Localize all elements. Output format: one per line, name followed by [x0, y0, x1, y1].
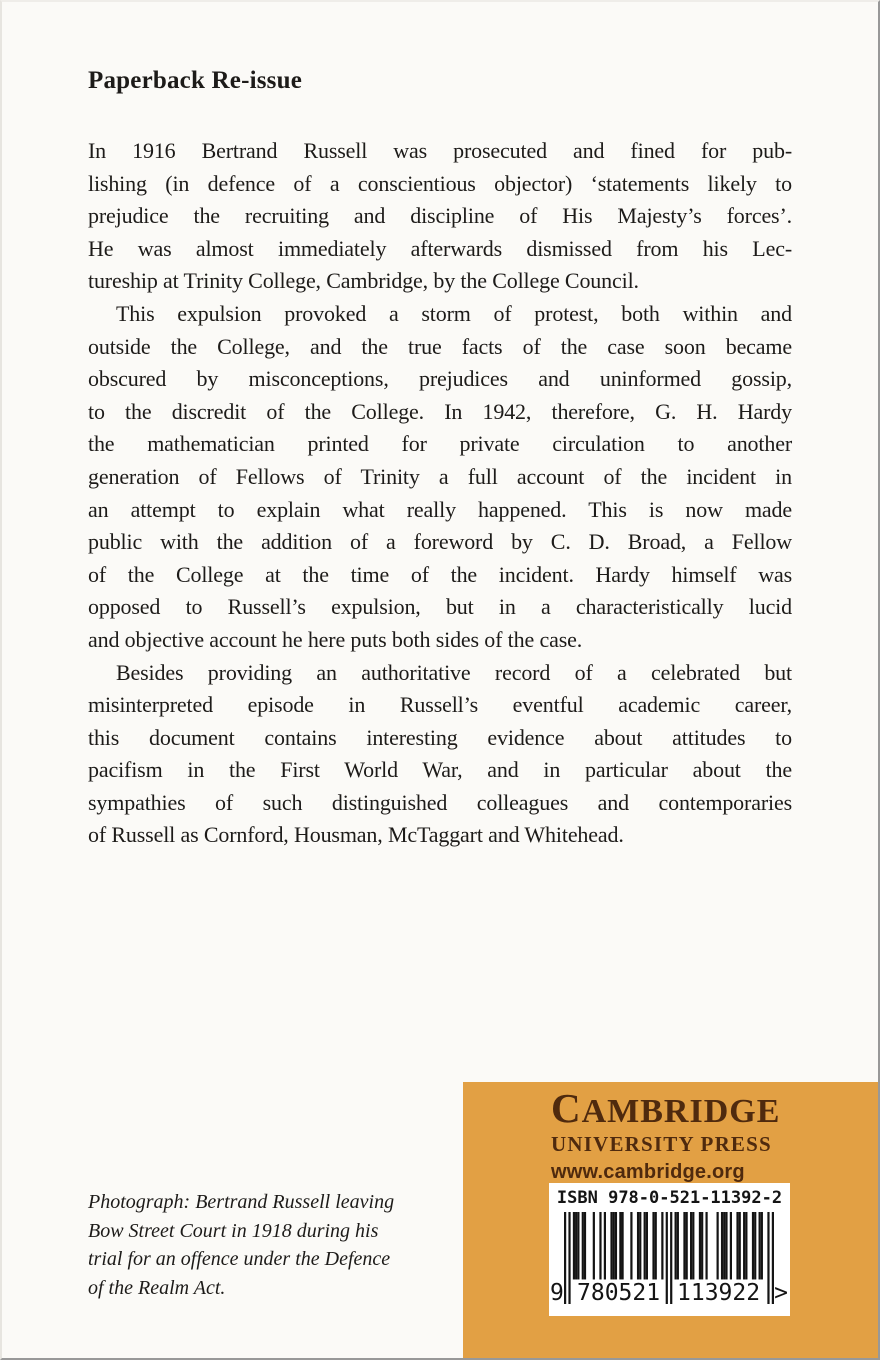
paragraph [88, 298, 792, 657]
isbn-label: ISBN 978-0-521-11392-2 [556, 1188, 783, 1208]
text-line: and objective account he here puts both sides of the case. [88, 626, 583, 652]
text-line: prejudice the recruiting and discipline of His Majesty’s forces’. [88, 203, 792, 229]
barcode-digit-group: 9 [550, 1280, 564, 1306]
text-line: In 1916 Bertrand Russell was prosecuted and fined for pub- [88, 138, 792, 163]
text-line: obscured by misconceptions, prejudices and uninformed gossip, [88, 366, 792, 392]
paragraph [88, 135, 792, 298]
publisher-website: www.cambridge.org [551, 1161, 745, 1183]
caption-line: of the Realm Act. [88, 1276, 226, 1299]
blurb-text [88, 135, 792, 852]
text-line: misinterpreted episode in Russell’s eventful academic career, [88, 692, 792, 718]
text-line: of Russell as Cornford, Housman, McTaggart and Whitehead. [88, 822, 624, 848]
barcode-digit-group: 780521 [577, 1280, 661, 1306]
text-line: the mathematician printed for private circulation to another [88, 431, 792, 457]
text-line: to the discredit of the College. In 1942, therefore, G. H. Hardy [88, 398, 792, 424]
text-line: pacifism in the First World War, and in particular about the [88, 757, 792, 783]
text-line: This expulsion provoked a storm of protest, both within and [116, 300, 792, 326]
caption-line: trial for an offence under the Defence [88, 1248, 391, 1270]
paragraph [88, 657, 792, 853]
page-title: Paperback Re-issue [88, 67, 303, 94]
publisher-name-line2: UNIVERSITY PRESS [551, 1132, 772, 1156]
caption-line: Photograph: Bertrand Russell leaving [88, 1191, 395, 1213]
text-line: of the College at the time of the incident. Hardy himself was [88, 561, 792, 587]
publisher-logo [551, 1085, 781, 1184]
text-line: this document contains interesting evidence about attitudes to [88, 724, 792, 750]
caption-line: Bow Street Court in 1918 during his [88, 1219, 379, 1242]
isbn-barcode [549, 1183, 790, 1316]
text-line: lishing (in defence of a conscientious objector) ‘statements likely to [88, 170, 792, 196]
text-line: outside the College, and the true facts of the case soon became [88, 333, 792, 359]
publisher-panel [463, 1082, 878, 1358]
text-line: generation of Fellows of Trinity a full account of the incident in [88, 463, 792, 489]
text-line: He was almost immediately afterwards dismissed from his Lec- [88, 235, 792, 261]
text-line: sympathies of such distinguished colleagues and contemporaries [88, 789, 792, 815]
text-line: tureship at Trinity College, Cambridge, by the College Council. [88, 268, 639, 294]
publisher-name: CAMBRIDGE [551, 1085, 781, 1131]
text-line: an attempt to explain what really happened. This is now made [88, 496, 792, 522]
text-line: Besides providing an authoritative record of a celebrated but [116, 659, 792, 685]
text-line: public with the addition of a foreword by C. D. Broad, a Fellow [88, 529, 792, 555]
barcode-digit-group: 113922 [677, 1280, 761, 1306]
text-line: opposed to Russell’s expulsion, but in a characteristically lucid [88, 594, 792, 620]
barcode-digit-group: > [774, 1280, 788, 1306]
photo-caption [88, 1188, 433, 1302]
